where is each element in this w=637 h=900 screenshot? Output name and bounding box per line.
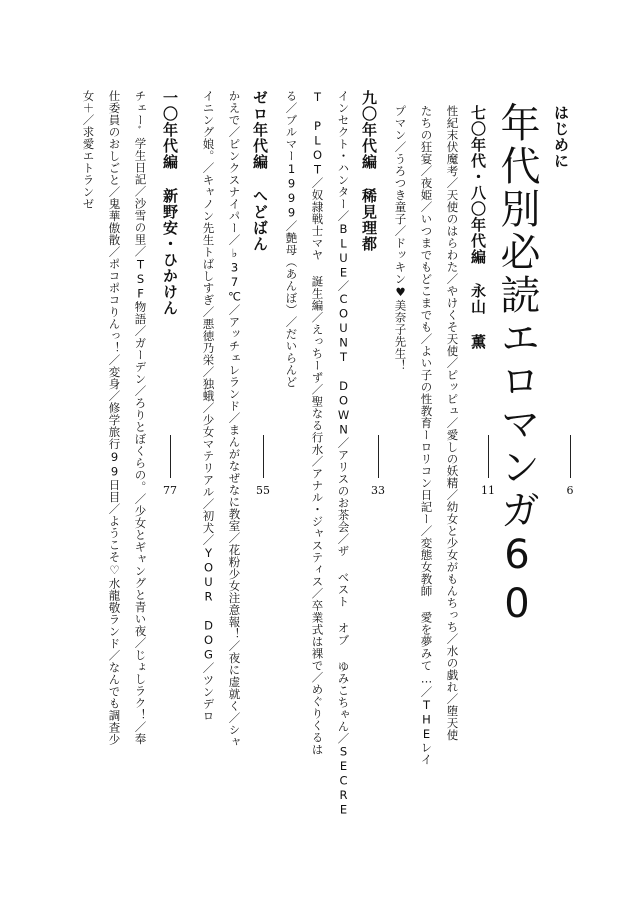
- section-author: 永山 薫: [469, 283, 487, 350]
- section-page: 11: [481, 484, 495, 497]
- works-line: 仕委員のおしごと／鬼華傲散／ポコポコりんっ！／変身／修学旅行99日目／ようこそ♡水龍敬ランド／なんでも調査少: [107, 90, 122, 746]
- section-page: 33: [371, 484, 385, 497]
- works-line: インセクト・ハンター／BLUE／COUNT DOWN／アリスのお茶会／ザ ベスト オブ ゆみこちゃん／SECRE: [336, 90, 351, 817]
- works-line: チェーﾞ学生日記／沙雪の里／TSF物語／ガーデン／ろりとぼくらの。／少女とギャングと青い夜／じょしラク！／奉: [133, 90, 148, 745]
- intro-label: はじめに: [552, 105, 570, 169]
- works-line: かえで／ピンクスナイパー／♭37℃／アッチェレランド／まんがなぜなに教室／花粉少女注意報！／夜に虚就く／シャ: [227, 90, 242, 748]
- works-line: 性紀末伏魔考／天使のはらわた／やけくそ天使／ピッピュ／愛しの妖精／幼女と少女がもんちっち／水の戯れ／堕天使: [445, 105, 460, 741]
- main-title: 年代別必読エロマンガ60: [494, 102, 540, 630]
- section-title: 九〇年代編: [360, 90, 378, 170]
- works-line: プマン／うろつき童子／ドッキン♥美奈子先生！: [393, 105, 408, 372]
- works-line: T PLOT／奴隷戦士マヤ 誕生編／えっちーず／聖なる行水／アナル・ジャスティス／卒業式は裸で／めぐりくるは: [310, 90, 325, 756]
- section-author: 稀見理都: [360, 188, 378, 252]
- section-heading-70s-80s: [470, 105, 485, 350]
- intro-leader: [570, 435, 571, 478]
- section-page: 77: [163, 484, 177, 497]
- intro-page: 6: [566, 484, 574, 497]
- works-line: イニング娘。／キャノン先生トばしすぎ／悪徳乃栄／独蛾／少女マテリアル／初犬／YOUR DOG／ツンデロ: [201, 90, 216, 722]
- works-line: 女＋／求愛エトランゼ: [81, 90, 96, 210]
- section-heading-10s: [162, 90, 177, 316]
- section-leader: [378, 435, 379, 478]
- section-heading-00s: [252, 90, 267, 252]
- section-heading-90s: [361, 90, 376, 252]
- section-title: 一〇年代編: [161, 90, 179, 170]
- section-author: 新野安・ひかけん: [161, 188, 179, 316]
- section-title: ゼロ年代編: [251, 90, 269, 170]
- section-leader: [170, 435, 171, 478]
- section-leader: [263, 435, 264, 478]
- works-line: る／ブルマー1999／艶母（あんぼ）／だいらんど: [284, 90, 299, 388]
- section-author: へどばん: [251, 188, 269, 252]
- section-page: 55: [256, 484, 270, 497]
- section-leader: [488, 435, 489, 478]
- section-title: 七〇年代・八〇年代編: [469, 105, 487, 265]
- works-line: たちの狂宴／夜姫／いつまでもどこまでも／よい子の性教育ーロリコン日記ー／変態女教師 愛を夢みて…／THEレイ: [419, 105, 434, 766]
